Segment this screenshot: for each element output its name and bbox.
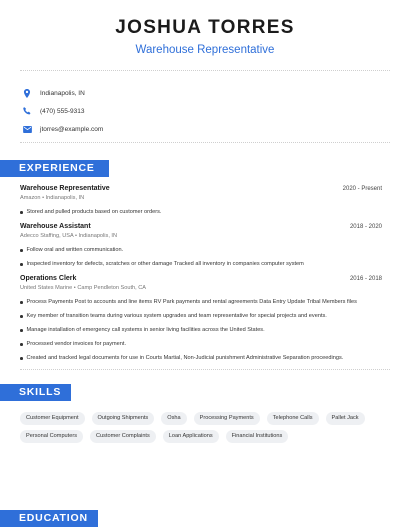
- candidate-role: Warehouse Representative: [135, 44, 275, 56]
- contact-phone: [22, 102, 410, 120]
- contact-location-text: Indianapolis, IN: [40, 89, 85, 97]
- job-company-line: [20, 233, 382, 239]
- skill-chip: Personal Computers: [20, 430, 83, 443]
- candidate-name: JOSHUA TORRES: [115, 17, 295, 38]
- separator-dot: •: [42, 195, 46, 201]
- skill-chip: Pallet Jack: [326, 412, 365, 425]
- job-company-line: [20, 195, 382, 201]
- resume-header: [0, 0, 410, 57]
- job-bullet: Stored and pulled products based on customer orders.: [20, 209, 382, 216]
- job-entry: [20, 275, 382, 362]
- job-dates: 2016 - 2018: [349, 276, 382, 282]
- experience-heading: EXPERIENCE: [0, 160, 109, 177]
- job-dates: 2020 - Present: [342, 186, 382, 192]
- separator-dot: •: [73, 285, 78, 291]
- phone-icon: [22, 106, 32, 116]
- skill-chip: Financial Institutions: [226, 430, 289, 443]
- skill-chip: Processing Payments: [194, 412, 260, 425]
- job-bullet: Key member of transition teams during various system upgrades and team representative for special projects and events.: [20, 313, 382, 320]
- contact-location: [22, 84, 410, 102]
- job-bullet: Inspected inventory for defects, scratches or other damage Tracked all inventory in companies computer system: [20, 261, 382, 268]
- job-company-line: [20, 285, 382, 291]
- separator-dot: •: [74, 233, 79, 239]
- experience-list: [0, 177, 410, 362]
- skill-chip: Customer Complaints: [90, 430, 156, 443]
- job-title: Warehouse Assistant: [20, 223, 91, 230]
- skill-chip: Telephone Calls: [267, 412, 319, 425]
- job-company: Amazon: [20, 195, 41, 201]
- contact-email[interactable]: [22, 120, 410, 138]
- skills-list: [0, 401, 410, 443]
- job-bullet: Processed vendor invoices for payment.: [20, 341, 382, 348]
- job-entry: [20, 185, 382, 216]
- job-bullet: Process Payments Post to accounts and line items RV Park payments and rental agreements Data Entry Update Tribal Members files: [20, 299, 382, 306]
- email-icon: [22, 124, 32, 134]
- education-heading: EDUCATION: [0, 510, 98, 527]
- job-company: United States Marine: [20, 285, 73, 291]
- job-title: Operations Clerk: [20, 275, 77, 282]
- experience-divider: [20, 369, 390, 370]
- contact-list: [0, 71, 410, 142]
- skill-chip: Loan Applications: [163, 430, 219, 443]
- job-title: Warehouse Representative: [20, 185, 110, 192]
- job-company: Adecco Staffing, USA: [20, 233, 74, 239]
- job-location: Camp Pendleton South, CA: [77, 285, 147, 291]
- job-location: Indianapolis, IN: [45, 195, 85, 201]
- skill-chip: Customer Equipment: [20, 412, 85, 425]
- skill-chip: Osha: [161, 412, 186, 425]
- job-entry: [20, 223, 382, 268]
- skills-heading: SKILLS: [0, 384, 71, 401]
- contact-divider: [20, 142, 390, 143]
- job-bullet: Follow oral and written communication.: [20, 247, 382, 254]
- contact-phone-text: (470) 555-9313: [40, 107, 85, 115]
- location-pin-icon: [22, 88, 32, 98]
- job-location: Indianapolis, IN: [78, 233, 118, 239]
- job-bullet: Created and tracked legal documents for use in Courts Martial, Non-Judicial punishment Administrative Separation proceedings.: [20, 355, 382, 362]
- job-dates: 2018 - 2020: [349, 224, 382, 230]
- contact-email-text[interactable]: jtorres@example.com: [40, 125, 104, 133]
- skill-chip: Outgoing Shipments: [92, 412, 155, 425]
- job-bullet: Manage installation of emergency call systems in senior living facilities across the United States.: [20, 327, 382, 334]
